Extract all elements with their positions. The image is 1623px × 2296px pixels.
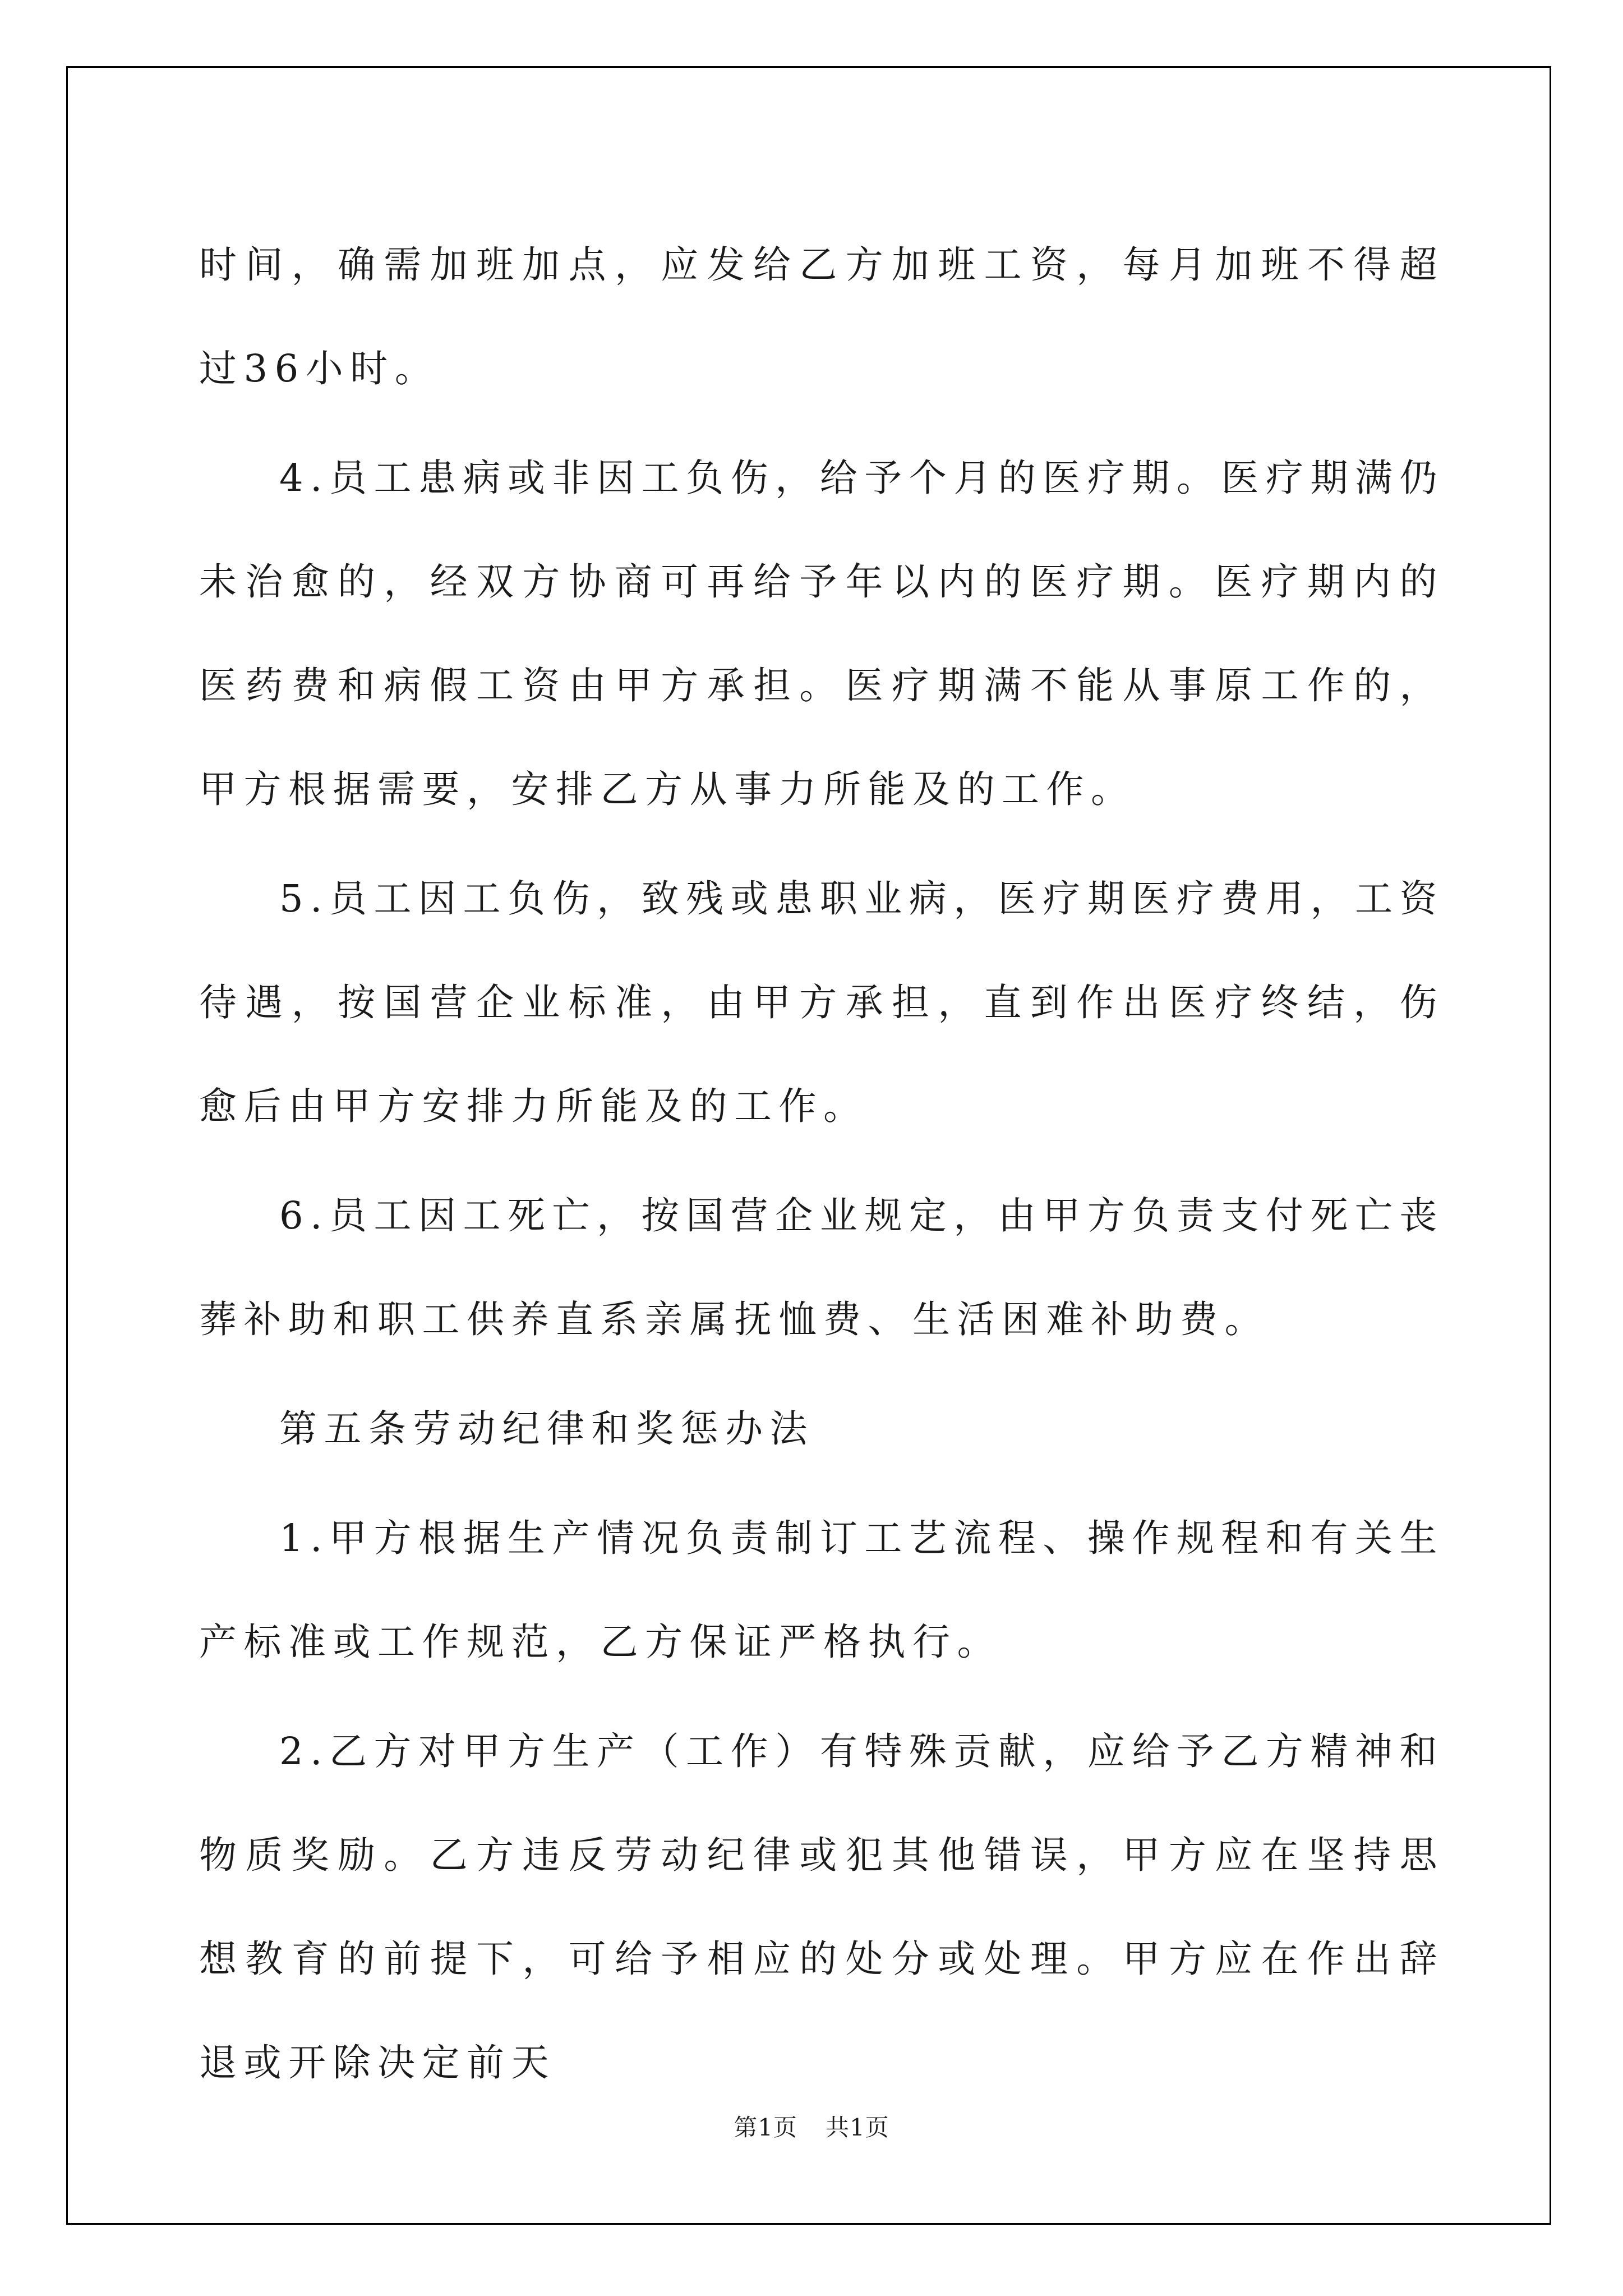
page-number: 第1页 <box>734 2114 797 2141</box>
section-heading: 第五条劳动纪律和奖惩办法 <box>279 1407 814 1451</box>
paragraph-item-2: 2.乙方对甲方生产（工作）有特殊贡献，应给予乙方精神和物质奖励。乙方违反劳动纪律或犯其他错误，甲方应在坚持思想教育的前提下，可给予相应的处分或处理。甲方应在作出辞退或开除决定前天 <box>199 1729 1444 2085</box>
page-footer <box>0 2109 1623 2143</box>
paragraph-item-5: 5.员工因工负伤，致残或患职业病，医疗期医疗费用，工资待遇，按国营企业标准，由甲方承担，直到作出医疗终结，伤愈后由甲方安排力所能及的工作。 <box>199 877 1444 1128</box>
paragraph-item-6: 6.员工因工死亡，按国营企业规定，由甲方负责支付死亡丧葬补助和职工供养直系亲属抚恤费、生活困难补助费。 <box>199 1194 1444 1341</box>
page-total: 共1页 <box>826 2114 889 2141</box>
paragraph-continuation: 时间，确需加班加点，应发给乙方加班工资，每月加班不得超过36小时。 <box>199 243 1444 390</box>
document-body <box>199 213 1444 2120</box>
paragraph-item-4: 4.员工患病或非因工负伤，给予个月的医疗期。医疗期满仍未治愈的，经双方协商可再给予年以内的医疗期。医疗期内的医药费和病假工资由甲方承担。医疗期满不能从事原工作的，甲方根据需要，安排乙方从事力所能及的工作。 <box>199 456 1444 811</box>
paragraph-item-1: 1.甲方根据生产情况负责制订工艺流程、操作规程和有关生产标准或工作规范，乙方保证严格执行。 <box>199 1516 1444 1664</box>
